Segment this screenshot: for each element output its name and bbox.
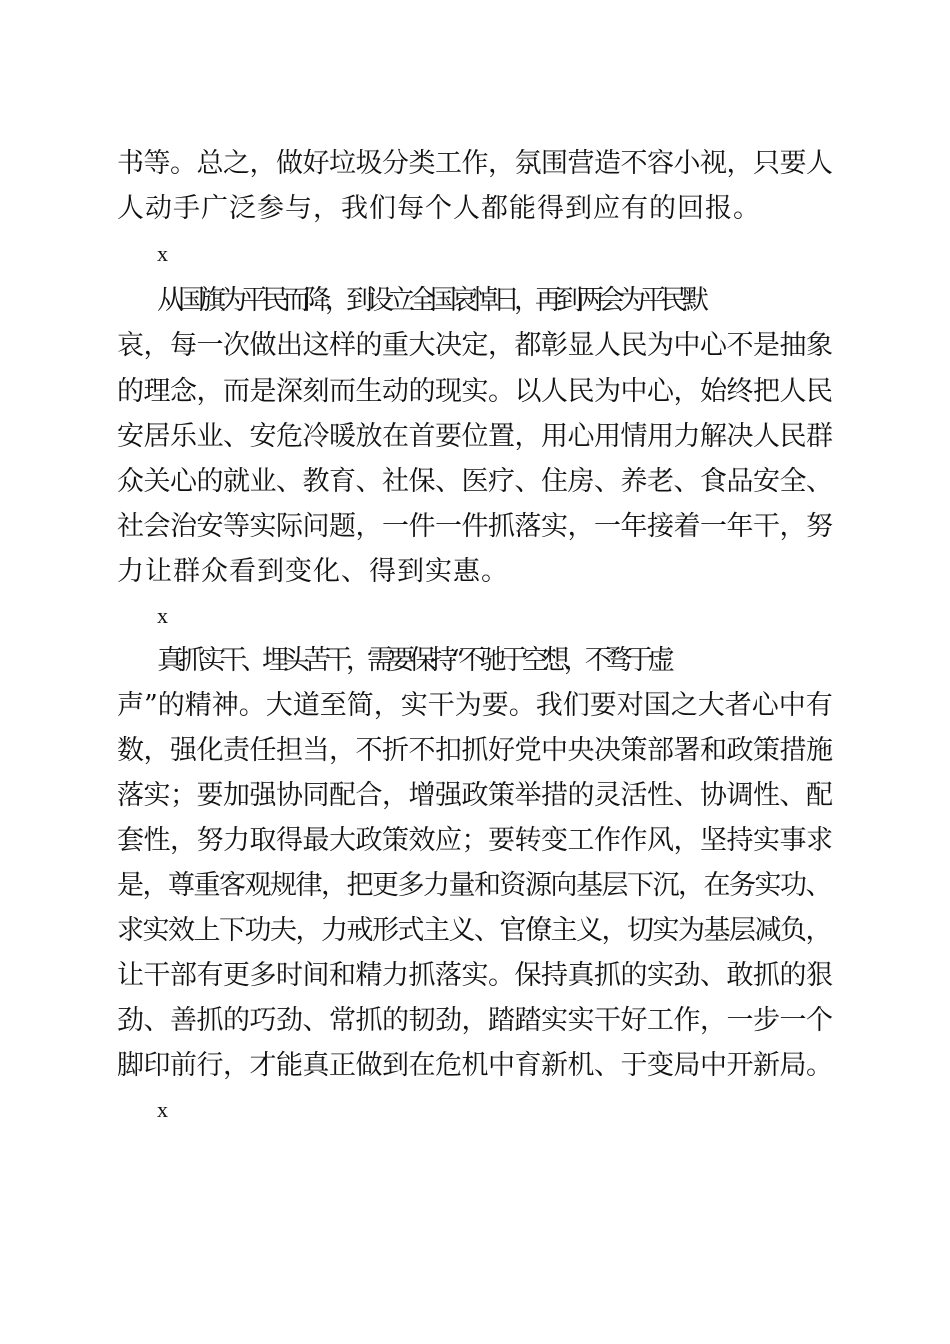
paragraph-2-line-5: 众关心的就业、教育、社保、医疗、住房、养老、食品安全、 — [117, 466, 833, 497]
paragraph-3-line-3: 数，强化责任担当，不折不扣抓好党中央决策部署和政策措施 — [117, 735, 833, 766]
paragraph-3-line-5: 套性，努力取得最大政策效应；要转变工作作风，坚持实事求 — [117, 825, 833, 856]
paragraph-3-line-10: 脚印前行，才能真正做到在危机中育新机、于变局中开新局。 — [117, 1050, 833, 1081]
separator-3: x — [157, 1097, 168, 1122]
paragraph-1-line-2: 人动手广泛参与，我们每个人都能得到应有的回报。 — [117, 193, 761, 224]
paragraph-2-line-4: 安居乐业、安危冷暖放在首要位置，用心用情用力解决人民群 — [117, 421, 833, 452]
separator-1: x — [157, 241, 168, 266]
paragraph-3-line-6: 是，尊重客观规律，把更多力量和资源向基层下沉，在务实功、 — [117, 870, 831, 901]
paragraph-3-line-9: 劲、善抓的巧劲、常抓的韧劲，踏踏实实干好工作，一步一个 — [117, 1005, 833, 1036]
paragraph-2-line-6: 社会治安等实际问题，一件一件抓落实，一年接着一年干，努 — [117, 511, 833, 542]
paragraph-1-line-1: 书等。总之，做好垃圾分类工作，氛围营造不容小视，只要人 — [117, 148, 833, 179]
paragraph-2-line-2: 哀，每一次做出这样的重大决定，都彰显人民为中心不是抽象 — [117, 330, 833, 361]
paragraph-3-line-2: 声”的精神。大道至简，实干为要。我们要对国之大者心中有 — [117, 690, 833, 721]
paragraph-2-line-3: 的理念，而是深刻而生动的现实。以人民为中心，始终把人民 — [117, 376, 833, 407]
paragraph-3-line-4: 落实；要加强协同配合，增强政策举措的灵活性、协调性、配 — [117, 780, 833, 811]
paragraph-3-line-7: 求实效上下功夫，力戒形式主义、官僚主义，切实为基层减负， — [117, 915, 831, 946]
paragraph-3-line-1: 真抓实干、埋头苦干，需要保持“不驰于空想，不骛于虚 — [157, 645, 669, 676]
paragraph-3-line-8: 让干部有更多时间和精力抓落实。保持真抓的实劲、敢抓的狠 — [117, 960, 833, 991]
paragraph-2-line-1: 从国旗为平民而降，到设立全国哀悼日，再到两会为平民默 — [157, 285, 703, 316]
separator-2: x — [157, 603, 168, 628]
paragraph-2-line-7: 力让群众看到变化、得到实惠。 — [117, 556, 509, 587]
